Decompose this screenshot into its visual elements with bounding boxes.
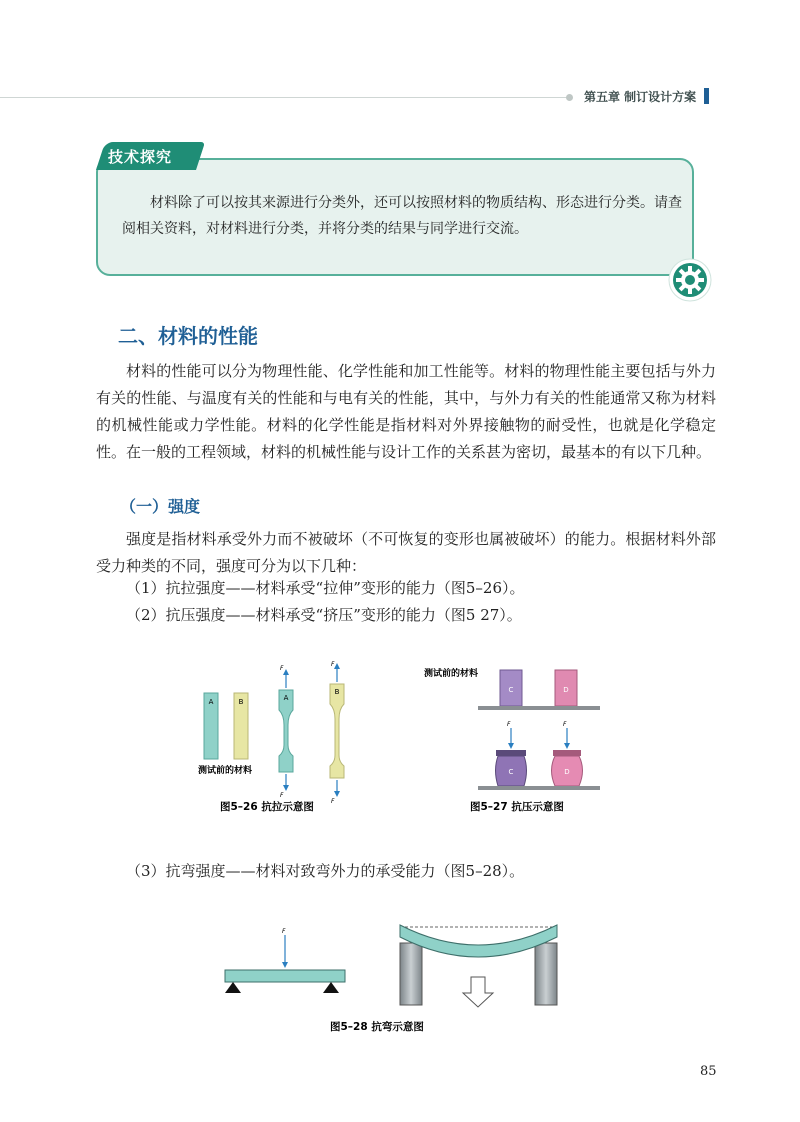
explore-tab-label: 技术探究	[108, 148, 173, 166]
support-left	[225, 982, 241, 993]
plate-top	[478, 706, 600, 710]
label-d-before: D	[563, 686, 569, 694]
section-title: 二、材料的性能	[118, 324, 258, 348]
caption-fig-5-28: 图5–28 抗弯示意图	[330, 1021, 424, 1033]
force-label-c: F	[507, 721, 511, 728]
label-a-before: A	[208, 698, 214, 706]
caption-fig-5-26: 图5–26 抗拉示意图	[220, 801, 314, 813]
figure-compressive	[420, 660, 610, 820]
beam-straight	[225, 970, 345, 982]
strength-paragraph: 强度是指材料承受外力而不被破坏（不可恢复的变形也属被破坏）的能力。根据材料外部受力种类的不同，强度可分为以下几种：	[96, 530, 716, 575]
label-a-after: A	[283, 694, 289, 702]
bar-b-stretched	[330, 684, 344, 778]
page-number: 85	[700, 1064, 717, 1079]
explore-text: 材料除了可以按其来源进行分类外，还可以按照材料的物质结构、形态进行分类。请查阅相关资料，对材料进行分类，并将分类的结果与同学进行交流。	[122, 195, 682, 237]
force-label-d: F	[563, 721, 567, 728]
force-label-a-top: F	[280, 665, 284, 672]
figure-tensile	[190, 660, 380, 825]
list-item-bending: （3）抗弯强度——材料对致弯外力的承受能力（图5–28）。	[126, 862, 525, 880]
label-c-after: C	[508, 768, 514, 776]
force-label-a-bottom: F	[280, 792, 284, 799]
force-label-b-bottom: F	[331, 798, 335, 805]
bar-a-stretched	[279, 690, 293, 772]
header-dot	[566, 94, 573, 101]
down-arrow-icon	[463, 977, 493, 1007]
label-b-after: B	[334, 688, 340, 696]
plate-bottom	[478, 786, 600, 790]
list-item-tensile: （1）抗拉强度——材料承受“拉伸”变形的能力（图5–26）。	[126, 579, 525, 597]
label-before-test: 测试前的材料	[198, 766, 253, 776]
header-bar	[704, 88, 709, 104]
pillar-right	[535, 943, 557, 1005]
strength-title: （一）强度	[120, 497, 201, 516]
label-d-after: D	[564, 768, 570, 776]
cap-d	[553, 750, 581, 756]
caption-fig-5-27: 图5–27 抗压示意图	[470, 801, 564, 813]
force-label-b-top: F	[331, 661, 335, 668]
force-label-beam: F	[282, 928, 286, 935]
label-b-before: B	[238, 698, 244, 706]
pillar-left	[400, 943, 422, 1005]
chapter-title: 第五章 制订设计方案	[584, 90, 697, 104]
gear-icon	[668, 258, 712, 302]
beam-bent	[400, 925, 557, 957]
header-rule	[0, 97, 570, 98]
list-item-compressive: （2）抗压强度——材料承受“挤压”变形的能力（图5 27）。	[126, 606, 522, 624]
figure-bending	[215, 915, 575, 1040]
label-c-before: C	[508, 686, 514, 694]
cap-c	[496, 750, 526, 756]
intro-paragraph: 材料的性能可以分为物理性能、化学性能和加工性能等。材料的物理性能主要包括与外力有关的性能、与温度有关的性能和与电有关的性能，其中，与外力有关的性能通常又称为材料的机械性能或力学性能。材料的化学性能是指材料对外界接触物的耐受性，也就是化学稳定性。在一般的工程领域，材料的机械性能与设计工作的关系甚为密切，最基本的有以下几种。	[96, 362, 716, 461]
support-right	[323, 982, 339, 993]
label-before-test-c: 测试前的材料	[424, 669, 479, 679]
